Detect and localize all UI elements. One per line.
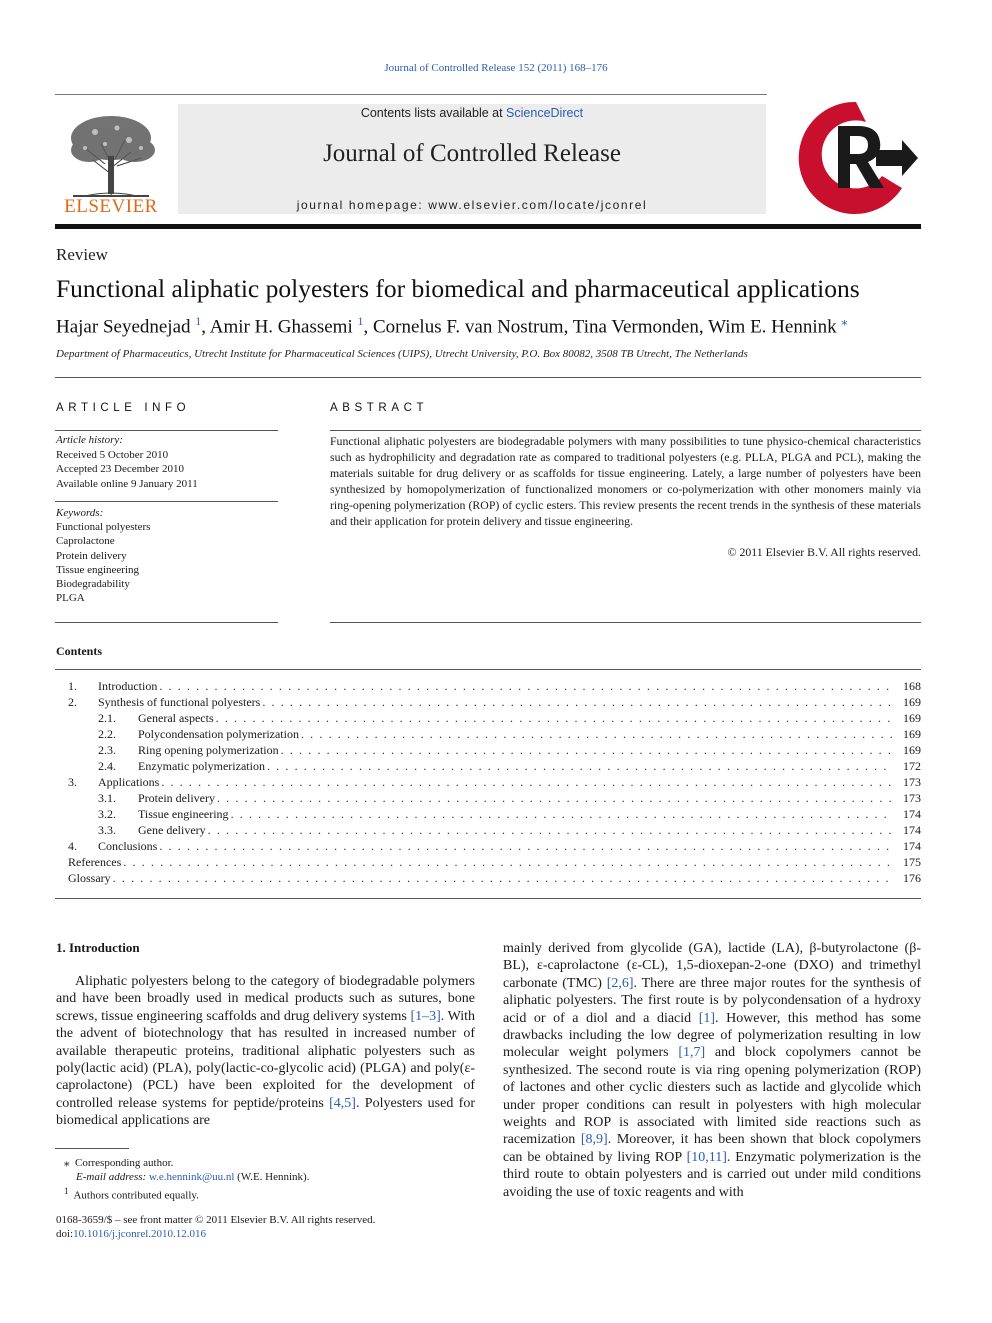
title-separator-rule — [55, 377, 921, 378]
copyright-line: © 2011 Elsevier B.V. All rights reserved. — [727, 545, 921, 559]
toc-page-number: 168 — [903, 679, 921, 693]
toc-leader-dots — [159, 838, 893, 854]
keywords-label: Keywords: — [56, 507, 104, 519]
author-name: Wim E. Hennink — [708, 316, 837, 338]
toc-label: Ring opening polymerization — [138, 743, 279, 757]
toc-label: Conclusions — [98, 839, 158, 853]
body-text: . With the advent of biotechnology that has resulted in increased number of available therapeutic proteins, traditional aliphatic polyesters such as poly(lactic acid) (PLA), poly(lactic-co-glycolic acid) (PLGA) and poly(ε-caprolactone) (PCL) have been exploited for the development of controlled release systems for peptide/proteins — [56, 1008, 476, 1111]
header-bottom-rule — [55, 224, 921, 229]
toc-page-number: 174 — [903, 839, 921, 853]
toc-leader-dots — [216, 710, 893, 726]
author-separator: , — [201, 316, 210, 338]
toc-label: Synthesis of functional polyesters — [98, 695, 261, 709]
toc-number: 3.1. — [98, 791, 116, 805]
keyword-item: Biodegradability — [56, 578, 130, 591]
footnote-text: Corresponding author. — [75, 1157, 174, 1169]
journal-homepage[interactable]: journal homepage: www.elsevier.com/locate/jconrel — [296, 198, 648, 212]
doi-line — [56, 1227, 475, 1241]
citation-reference-link[interactable]: [10,11] — [686, 1149, 727, 1165]
toc-entry[interactable] — [56, 710, 921, 726]
toc-page-number: 169 — [903, 743, 921, 757]
keywords — [56, 506, 278, 605]
toc-leader-dots — [159, 678, 893, 694]
toc-page-number: 169 — [903, 727, 921, 741]
toc-rule — [55, 669, 921, 670]
author-name: Cornelus F. van Nostrum — [373, 316, 564, 338]
toc-number: 3.3. — [98, 823, 116, 837]
toc-number: 2.3. — [98, 743, 116, 757]
abstract-heading: ABSTRACT — [330, 402, 429, 414]
header-top-rule — [55, 94, 767, 95]
article-type: Review — [56, 245, 108, 264]
footnote-rule — [55, 1148, 129, 1149]
section-heading-introduction: 1. Introduction — [56, 940, 140, 955]
doi-link[interactable]: 10.1016/j.jconrel.2010.12.016 — [73, 1228, 207, 1240]
toc-leader-dots — [231, 806, 893, 822]
toc-label: Protein delivery — [138, 791, 215, 805]
toc-label: Introduction — [98, 679, 158, 693]
toc-leader-dots — [267, 758, 893, 774]
body-text: mainly derived from glycolide (GA), lactide (LA), β-butyrolactone (β-BL), ε-caprolactone (ε-CL), 1,5-dioxepan-2-one (DXO) and trimethyl carbonate (TMC) — [503, 941, 921, 991]
doi-label: doi: — [56, 1228, 74, 1240]
article-history — [56, 433, 278, 491]
article-info-heading: ARTICLE INFO — [56, 402, 191, 414]
contents-available-line — [178, 106, 766, 120]
toc-page-number: 173 — [903, 791, 921, 805]
citation-reference-link[interactable]: [4,5] — [329, 1095, 356, 1111]
citation-reference-link[interactable]: [1–3] — [410, 1008, 441, 1024]
footnote-mark: ⁎ — [64, 1157, 70, 1169]
toc-entry[interactable] — [56, 838, 921, 854]
toc-page-number: 175 — [903, 855, 921, 869]
body-text: . However, this method has some drawbacks including the low degree of polymerization resulting in low molecular weight polymers — [503, 1010, 921, 1061]
article-title: Functional aliphatic polyesters for biomedical and pharmaceutical applications — [56, 274, 860, 303]
abstract-rule — [330, 622, 921, 623]
citation-reference-link[interactable]: [1] — [698, 1010, 716, 1026]
abstract-rule — [330, 430, 921, 431]
article-info-rule — [55, 501, 278, 502]
author-footnote-mark[interactable]: 1 — [357, 314, 364, 328]
toc-leader-dots — [301, 726, 893, 742]
keyword-item: PLGA — [56, 592, 85, 605]
toc-number: 2.2. — [98, 727, 116, 741]
toc-label: References — [68, 855, 122, 869]
toc-leader-dots — [281, 742, 893, 758]
toc-label: Glossary — [68, 871, 111, 885]
toc-page-number: 173 — [903, 775, 921, 789]
footnote-corresponding — [56, 1156, 475, 1170]
affiliation: Department of Pharmaceutics, Utrecht Institute for Pharmaceutical Sciences (UIPS), Utrecht University, P.O. Box 80082, 3508 TB Utrecht, The Netherlands — [56, 348, 748, 360]
toc-leader-dots — [113, 870, 893, 886]
issn-line: 0168-3659/$ – see front matter © 2011 Elsevier B.V. All rights reserved. — [56, 1214, 376, 1226]
footnote-email — [56, 1170, 475, 1184]
article-info-rule — [55, 622, 278, 623]
keyword-item: Functional polyesters — [56, 521, 151, 534]
toc-number: 2.1. — [98, 711, 116, 725]
history-label: Article history: — [56, 434, 123, 446]
toc-number: 3. — [68, 775, 77, 789]
history-accepted: Accepted 23 December 2010 — [56, 463, 184, 475]
keyword-item: Tissue engineering — [56, 563, 140, 576]
sciencedirect-link[interactable]: ScienceDirect — [506, 106, 584, 120]
footnote-text: Authors contributed equally. — [73, 1189, 199, 1202]
body-text: . Polyesters used for biomedical applications are — [56, 1095, 475, 1129]
body-text: Aliphatic polyesters belong to the category of biodegradable polymers and have been broadly used in medical products such as sutures, bone screws, tissue engineering scaffolds and drug delivery systems — [56, 974, 475, 1024]
citation-reference-link[interactable]: [1,7] — [678, 1045, 706, 1061]
author-footnote-mark[interactable]: ⁎ — [841, 314, 848, 328]
toc-entry[interactable] — [56, 790, 921, 806]
email-suffix: (W.E. Hennink). — [234, 1171, 310, 1183]
intro-text-right-column — [503, 940, 921, 1201]
abstract-text: Functional aliphatic polyesters are biodegradable polymers with many possibilities to tune physico-chemical characteristics such as hydrophilicity and degradation rate as compared to traditional polyesters (e.g. PLLA, PLGA and PCL), making the materials suitable for drug delivery or as scaffolds for tissue engineering. Lately, a large number of polyesters have been synthesized by homopolymerization of functionalized monomers or co-polymerization with other monomers mainly via ring-opening polymerization (ROP) of cyclic esters. This review presents the recent trends in the synthesis of these materials and their application for protein delivery and tissue engineering. — [330, 434, 921, 528]
table-of-contents — [56, 678, 921, 886]
toc-entry[interactable] — [56, 806, 921, 822]
toc-entry[interactable] — [56, 774, 921, 790]
email-label: E-mail address: — [76, 1171, 149, 1183]
footnotes — [56, 1156, 475, 1203]
contents-title: Contents — [56, 644, 103, 658]
footnote-equal — [56, 1184, 475, 1203]
toc-entry[interactable] — [56, 726, 921, 742]
keyword-item: Caprolactone — [56, 535, 115, 548]
toc-label: General aspects — [138, 711, 214, 725]
toc-label: Enzymatic polymerization — [138, 759, 265, 773]
citation-reference-link[interactable]: [2,6] — [606, 975, 634, 991]
toc-number: 2. — [68, 695, 77, 709]
author-separator: , — [563, 316, 573, 338]
email-link[interactable]: w.e.hennink@uu.nl — [148, 1171, 235, 1183]
toc-leader-dots — [123, 854, 893, 870]
toc-leader-dots — [208, 822, 893, 838]
toc-number: 2.4. — [98, 759, 116, 773]
history-received: Received 5 October 2010 — [56, 448, 169, 461]
toc-number: 1. — [68, 679, 77, 693]
toc-number: 3.2. — [98, 807, 116, 821]
toc-entry[interactable] — [56, 694, 921, 710]
toc-page-number: 174 — [903, 823, 921, 837]
toc-label: Polycondensation polymerization — [138, 727, 299, 741]
author-separator: , — [363, 316, 373, 338]
toc-entry[interactable] — [56, 758, 921, 774]
journal-citation[interactable]: Journal of Controlled Release 152 (2011) 168–176 — [384, 62, 608, 74]
toc-label: Tissue engineering — [138, 807, 229, 821]
author-name: Tina Vermonden — [572, 316, 699, 338]
toc-entry[interactable] — [56, 742, 921, 758]
toc-leader-dots — [217, 790, 893, 806]
intro-text-left-column — [56, 973, 475, 1130]
body-text: . Moreover, it has been shown that block copolymers can be obtained by living ROP — [503, 1132, 921, 1165]
toc-number: 4. — [68, 839, 77, 853]
toc-page-number: 176 — [903, 871, 921, 885]
citation-reference-link[interactable]: [8,9] — [580, 1132, 608, 1148]
footnote-mark: 1 — [64, 1186, 69, 1196]
toc-entry[interactable] — [56, 678, 921, 694]
toc-page-number: 169 — [903, 695, 921, 709]
cr-logo-icon — [790, 96, 922, 214]
author-name: Hajar Seyednejad — [56, 316, 191, 338]
journal-title: Journal of Controlled Release — [323, 140, 621, 167]
toc-entry[interactable] — [56, 870, 921, 886]
body-text: . Enzymatic polymerization is the third route to obtain polyesters and is carried out under mild conditions avoiding the use of toxic reagents and with — [503, 1149, 922, 1200]
toc-leader-dots — [161, 774, 893, 790]
body-text: . There are three major routes for the synthesis of aliphatic polyesters. The first route is by polycondensation of a hydroxy acid or of a diol and a diacid — [503, 975, 921, 1026]
publisher-logo-text: ELSEVIER — [64, 196, 158, 217]
toc-rule — [55, 898, 921, 899]
toc-leader-dots — [262, 694, 893, 710]
toc-page-number: 169 — [903, 711, 921, 725]
author-separator: , — [698, 316, 709, 338]
contents-prefix: Contents lists available at — [360, 106, 507, 120]
author-name: Amir H. Ghassemi — [209, 316, 353, 338]
history-online: Available online 9 January 2011 — [56, 477, 198, 490]
toc-page-number: 174 — [903, 807, 921, 821]
toc-page-number: 172 — [903, 759, 921, 773]
author-list — [56, 314, 922, 338]
author-footnote-mark[interactable]: 1 — [195, 314, 202, 328]
toc-entry[interactable] — [56, 854, 921, 870]
issn-block — [56, 1213, 475, 1241]
body-text: and block copolymers cannot be synthesized. The second route is via ring opening polymerization (ROP) of lactones and other cyclic diesters such as lactide and glycolide which under proper conditions can result in polyesters with high molecular weights and ROP is associated with limited side reactions such as racemization — [503, 1045, 921, 1148]
article-info-rule — [55, 430, 278, 431]
toc-label: Applications — [98, 775, 160, 789]
toc-entry[interactable] — [56, 822, 921, 838]
keyword-item: Protein delivery — [56, 549, 127, 562]
toc-label: Gene delivery — [138, 823, 206, 837]
